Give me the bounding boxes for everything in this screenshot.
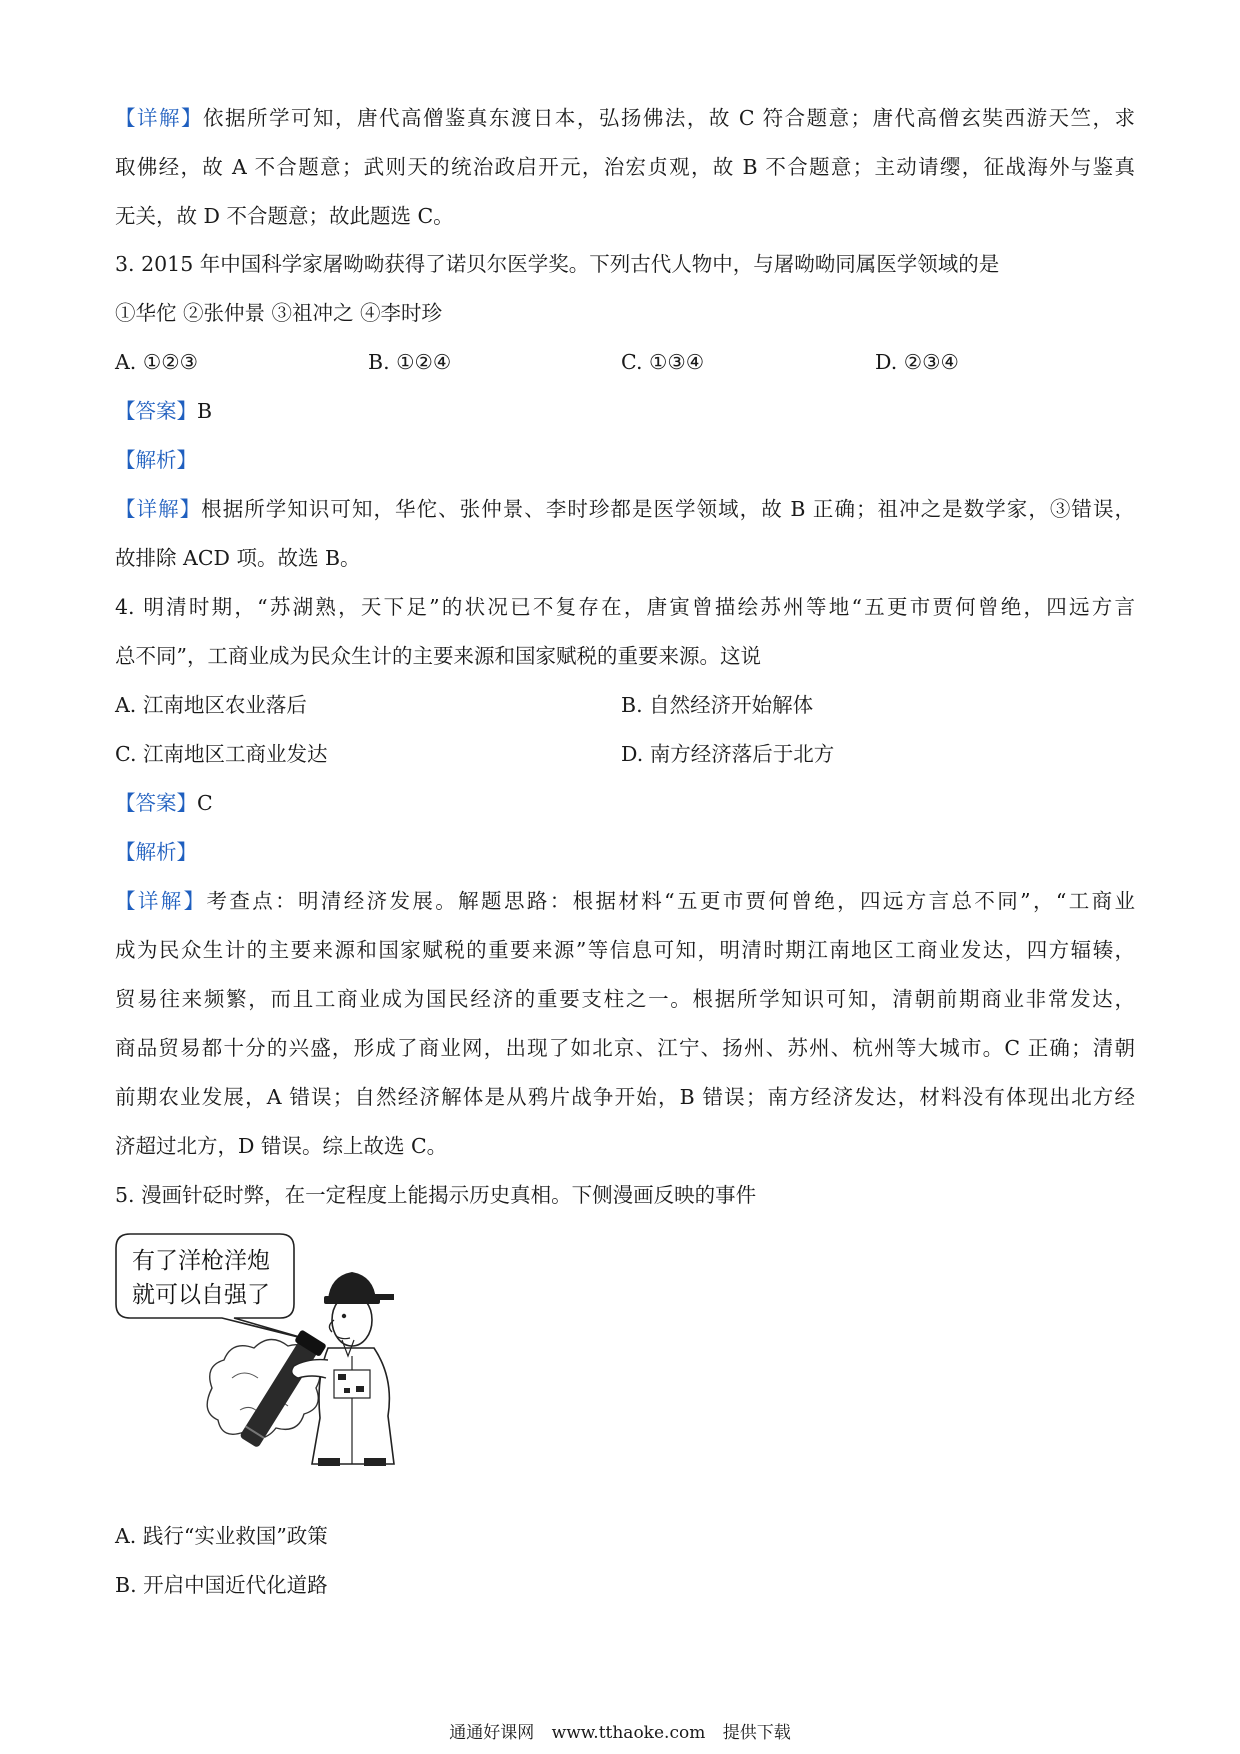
q3-answer-value: B — [197, 399, 213, 423]
q4-analysis-tag: 【解析】 — [115, 840, 197, 864]
q4-answer-tag: 【答案】 — [115, 791, 197, 815]
q3-items: ①华佗 ②张仲景 ③祖冲之 ④李时珍 — [115, 301, 443, 325]
q3-analysis — [115, 446, 1135, 474]
q4-detail-line-6: 济超过北方，D 错误。综上故选 C。 — [115, 1134, 448, 1158]
footer-site-name: 通通好课网 — [449, 1723, 535, 1743]
speech-line-2: 就可以自强了 — [132, 1282, 270, 1308]
q5-option-b: B. 开启中国近代化道路 — [115, 1573, 328, 1597]
q4-detail-line-2: 成为民众生计的主要来源和国家赋税的重要来源”等信息可知，明清时期江南地区工商业发达，四方辐辏， — [115, 938, 1135, 962]
q3-stem: 3. 2015 年中国科学家屠呦呦获得了诺贝尔医学奖。下列古代人物中，与屠呦呦同属医学领域的是 — [115, 252, 1000, 276]
q3-detail-line-1: 【详解】根据所学知识可知，华佗、张仲景、李时珍都是医学领域，故 B 正确；祖冲之是数学家，③错误， — [115, 497, 1135, 521]
q4-analysis — [115, 838, 1135, 866]
q4-answer-value: C — [197, 791, 213, 815]
q4-option-b: B. 自然经济开始解体 — [621, 693, 814, 717]
q4-option-d: D. 南方经济落后于北方 — [621, 742, 835, 766]
q2-detail-line-2: 取佛经，故 A 不合题意；武则天的统治政启开元，治宏贞观，故 B 不合题意；主动请缨，征战海外与鉴真 — [115, 155, 1135, 179]
q4-detail-tag: 【详解】 — [115, 889, 207, 913]
q3-analysis-tag: 【解析】 — [115, 448, 197, 472]
q3-detail-line-2: 故排除 ACD 项。故选 B。 — [115, 546, 361, 570]
q4-detail-line-5: 前期农业发展，A 错误；自然经济解体是从鸦片战争开始，B 错误；南方经济发达，材料没有体现出北方经 — [115, 1085, 1135, 1109]
q5-cartoon — [112, 1228, 442, 1468]
q3-answer-tag: 【答案】 — [115, 399, 197, 423]
footer-action: 提供下载 — [722, 1723, 791, 1743]
q4-answer — [115, 789, 1135, 817]
q2-detail-line-3: 无关，故 D 不合题意；故此题选 C。 — [115, 204, 454, 228]
q3-detail-tag: 【详解】 — [115, 497, 202, 521]
q3-option-d: D. ②③④ — [875, 350, 959, 374]
q4-stem-line-2: 总不同”，工商业成为民众生计的主要来源和国家赋税的重要来源。这说 — [115, 644, 761, 668]
q2-detail-tag: 【详解】 — [115, 106, 203, 130]
footer-url[interactable]: www.tthaoke.com — [551, 1723, 706, 1743]
page-footer — [0, 1722, 1240, 1744]
q4-option-c: C. 江南地区工商业发达 — [115, 742, 328, 766]
q4-detail-line-3: 贸易往来频繁，而且工商业成为国民经济的重要支柱之一。根据所学知识可知，清朝前期商业非常发达， — [115, 987, 1135, 1011]
q3-option-b: B. ①②④ — [368, 350, 452, 374]
q2-detail-line-1: 【详解】依据所学可知，唐代高僧鉴真东渡日本，弘扬佛法，故 C 符合题意；唐代高僧玄奘西游天竺，求 — [115, 106, 1136, 130]
q4-option-a: A. 江南地区农业落后 — [115, 693, 307, 717]
speech-line-1: 有了洋枪洋炮 — [132, 1248, 270, 1274]
q4-stem-line-1: 4. 明清时期，“苏湖熟，天下足”的状况已不复存在，唐寅曾描绘苏州等地“五更市贾何曾绝，四远方言 — [115, 595, 1135, 619]
q3-answer — [115, 397, 1135, 425]
q3-option-a: A. ①②③ — [115, 350, 198, 374]
q4-detail-line-1: 【详解】考查点：明清经济发展。解题思路：根据材料“五更市贾何曾绝，四远方言总不同”，“工商业 — [115, 889, 1135, 913]
q3-option-c: C. ①③④ — [621, 350, 705, 374]
q5-stem: 5. 漫画针砭时弊，在一定程度上能揭示历史真相。下侧漫画反映的事件 — [115, 1183, 757, 1207]
q5-option-a: A. 践行“实业救国”政策 — [115, 1524, 328, 1548]
q4-detail-line-4: 商品贸易都十分的兴盛，形成了商业网，出现了如北京、江宁、扬州、苏州、杭州等大城市。C 正确；清朝 — [115, 1036, 1135, 1060]
